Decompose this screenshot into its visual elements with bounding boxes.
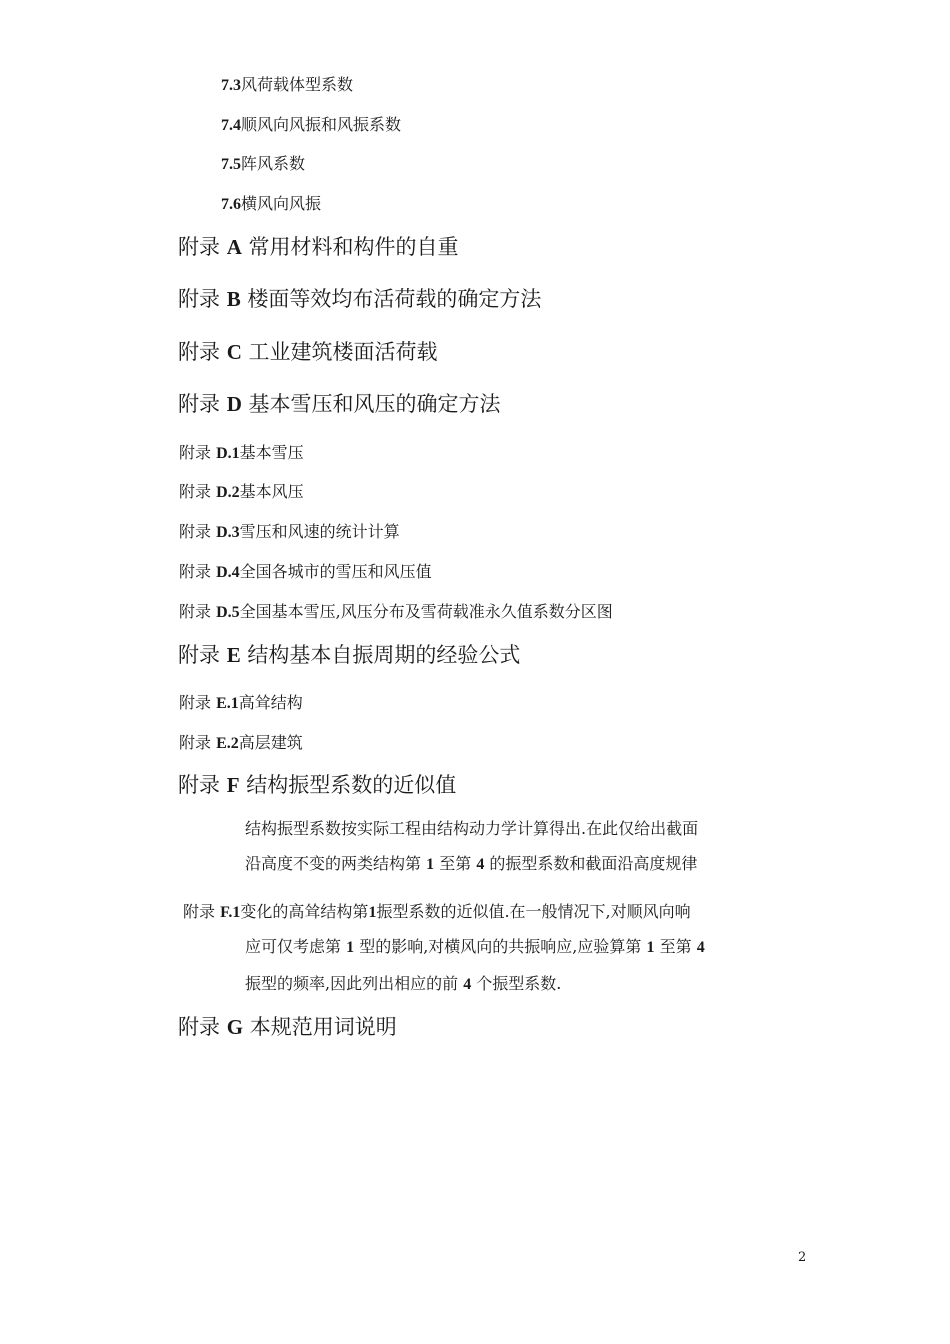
toc-appendix-f xyxy=(178,769,456,799)
toc-entry-e2 xyxy=(179,730,303,753)
section-number: 7.3 xyxy=(221,77,241,94)
section-number: 7.5 xyxy=(221,156,241,173)
appendix-prefix: 附录 xyxy=(178,287,220,311)
paragraph-text: 至第 xyxy=(439,854,472,873)
paragraph-text: 振型的频率,因此列出相应的前 xyxy=(245,974,459,993)
section-title: 基本风压 xyxy=(239,482,304,501)
paragraph-text: 沿高度不变的两类结构第 xyxy=(245,854,422,873)
paragraph-text: 应可仅考虑第 xyxy=(245,937,342,956)
section-number: E.2 xyxy=(216,735,239,752)
appendix-prefix: 附录 xyxy=(178,340,220,364)
section-title: 风荷载体型系数 xyxy=(241,75,354,94)
appendix-prefix: 附录 xyxy=(178,235,220,259)
section-title: 全国各城市的雪压和风压值 xyxy=(239,562,432,581)
paragraph-text: 个振型系数. xyxy=(476,974,562,993)
toc-appendix-a xyxy=(178,231,459,261)
toc-appendix-e xyxy=(178,639,520,669)
section-title: 高层建筑 xyxy=(238,733,303,752)
appendix-letter: C xyxy=(226,340,242,364)
toc-entry-7-4 xyxy=(221,112,401,135)
appendix-title: 楼面等效均布活荷载的确定方法 xyxy=(247,287,542,311)
appendix-letter: E xyxy=(226,643,241,667)
section-number: E.1 xyxy=(216,695,239,712)
section-title: 基本雪压 xyxy=(239,443,304,462)
section-title: 阵风系数 xyxy=(241,154,306,173)
toc-appendix-c xyxy=(178,336,438,366)
paragraph-number: 1 xyxy=(346,939,355,956)
toc-appendix-g xyxy=(178,1011,397,1041)
paragraph-text: 的振型系数和截面沿高度规律 xyxy=(489,854,698,873)
appendix-prefix: 附录 xyxy=(178,773,220,797)
toc-entry-d2 xyxy=(179,479,304,502)
section-number: 7.6 xyxy=(221,196,241,213)
paragraph-number: 1 xyxy=(368,904,377,921)
toc-entry-d1 xyxy=(179,440,304,463)
paragraph-number: 4 xyxy=(476,856,485,873)
paragraph-number: 4 xyxy=(696,939,705,956)
paragraph-number: 1 xyxy=(646,939,655,956)
paragraph-number: 4 xyxy=(463,976,472,993)
toc-appendix-d xyxy=(178,388,501,418)
appendix-prefix: 附录 xyxy=(179,522,212,541)
appendix-title: 基本雪压和风压的确定方法 xyxy=(248,392,501,416)
section-number: D.5 xyxy=(216,604,240,621)
appendix-letter: G xyxy=(226,1015,244,1039)
section-title: 全国基本雪压,风压分布及雪荷载准永久值系数分区图 xyxy=(239,602,613,621)
paragraph-line-3 xyxy=(183,899,691,922)
appendix-prefix: 附录 xyxy=(179,733,212,752)
appendix-prefix: 附录 xyxy=(179,443,212,462)
toc-entry-7-5 xyxy=(221,151,305,174)
section-number: D.2 xyxy=(216,484,240,501)
appendix-letter: D xyxy=(226,392,242,416)
section-title: 雪压和风速的统计计算 xyxy=(239,522,400,541)
appendix-title: 常用材料和构件的自重 xyxy=(248,235,459,259)
toc-entry-d5 xyxy=(179,599,613,622)
paragraph-text: 至第 xyxy=(659,937,692,956)
toc-entry-d3 xyxy=(179,519,400,542)
section-number: D.1 xyxy=(216,445,240,462)
paragraph-text: 变化的高耸结构第 xyxy=(240,902,369,921)
toc-entry-7-6 xyxy=(221,191,321,214)
appendix-prefix: 附录 xyxy=(178,1015,220,1039)
section-number: 7.4 xyxy=(221,117,241,134)
paragraph-line-1 xyxy=(245,816,698,839)
appendix-letter: A xyxy=(226,235,242,259)
appendix-prefix: 附录 xyxy=(179,693,212,712)
appendix-title: 结构基本自振周期的经验公式 xyxy=(247,643,521,667)
section-title: 顺风向风振和风振系数 xyxy=(241,115,402,134)
paragraph-number: 1 xyxy=(426,856,435,873)
section-number: D.4 xyxy=(216,564,240,581)
appendix-title: 工业建筑楼面活荷载 xyxy=(248,340,438,364)
appendix-title: 结构振型系数的近似值 xyxy=(246,773,457,797)
section-title: 高耸结构 xyxy=(238,693,303,712)
appendix-prefix: 附录 xyxy=(179,562,212,581)
toc-entry-7-3 xyxy=(221,72,353,95)
paragraph-text: 振型系数的近似值.在一般情况下,对顺风向响 xyxy=(376,902,691,921)
section-title: 横风向风振 xyxy=(241,194,322,213)
appendix-prefix: 附录 xyxy=(179,602,212,621)
appendix-title: 本规范用词说明 xyxy=(249,1015,397,1039)
appendix-prefix: 附录 xyxy=(178,392,220,416)
section-number: F.1 xyxy=(220,904,241,921)
appendix-prefix: 附录 xyxy=(183,902,216,921)
page-number: 2 xyxy=(798,1250,807,1265)
toc-entry-e1 xyxy=(179,690,303,713)
toc-appendix-b xyxy=(178,283,541,313)
appendix-letter: F xyxy=(226,773,240,797)
appendix-prefix: 附录 xyxy=(179,482,212,501)
toc-entry-d4 xyxy=(179,559,432,582)
paragraph-text: 型的影响,对横风向的共振响应,应验算第 xyxy=(359,937,642,956)
appendix-letter: B xyxy=(226,287,241,311)
paragraph-text: 结构振型系数按实际工程由结构动力学计算得出.在此仅给出截面 xyxy=(245,819,699,838)
paragraph-line-5 xyxy=(245,971,561,994)
appendix-prefix: 附录 xyxy=(178,643,220,667)
paragraph-line-4 xyxy=(245,934,705,957)
paragraph-line-2 xyxy=(245,851,697,874)
section-number: D.3 xyxy=(216,524,240,541)
